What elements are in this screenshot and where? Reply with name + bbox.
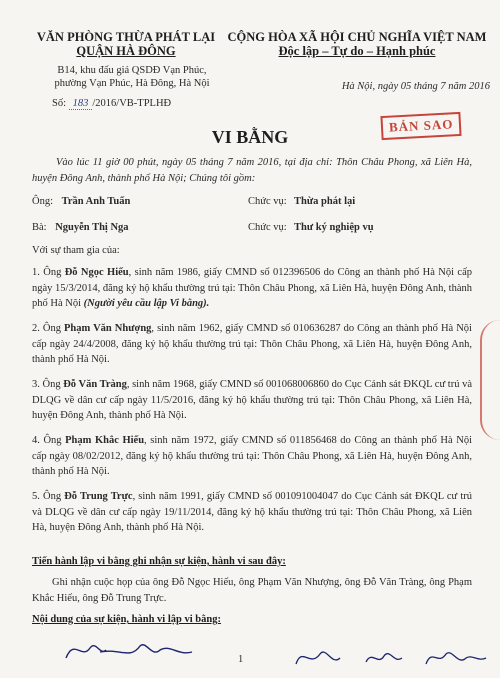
participant-details: , sinh năm 1986, giấy CMND số 012396506 do Công an thành phố Hà Nội cấp ngày 15/3/2014, đăng ký hộ khẩu thường trú tại: Thôn Châu Phong, xã Liên Hà, huyện Đông Anh, thành phố Hà Nội <box>32 267 472 309</box>
participant-prefix: 4. Ông <box>32 435 66 446</box>
participant-item <box>32 265 472 312</box>
office-address-2: phường Vạn Phúc, Hà Đông, Hà Nội <box>54 78 210 89</box>
participant-details: , sinh năm 1991, giấy CMND số 001091004047 do Cục Cảnh sát ĐKQL cư trú và DLQG về dân cư cấp ngày 19/11/2014, đăng ký hộ khẩu thường trú tại: Thôn Châu Phong, xã Liên Hà, huyện Đông Anh, thành phố Hà Nội. <box>32 491 472 533</box>
participant-name: Phạm Văn Nhượng <box>64 323 152 334</box>
page-number: 1 <box>238 654 244 665</box>
signature-left <box>60 630 200 670</box>
office-district: QUẬN HÀ ĐÔNG <box>76 44 176 58</box>
intro-paragraph: Vào lúc 11 giờ 00 phút, ngày 05 tháng 7 năm 2016, tại địa chỉ: Thôn Châu Phong, xã Liên Hà, huyện Đông Anh, thành phố Hà Nội; Chúng tôi gồm: <box>32 157 472 184</box>
participant-name: Đỗ Ngọc Hiếu <box>64 267 129 278</box>
office-name: VĂN PHÒNG THỪA PHÁT LẠI <box>36 30 216 44</box>
officer-name: Nguyễn Thị Nga <box>55 222 129 233</box>
officer-prefix: Bà: <box>32 222 47 233</box>
document-title: VI BẰNG <box>211 127 289 147</box>
seal-edge-mark <box>480 320 500 440</box>
signatures-right <box>290 640 490 674</box>
section-events-text: Ghi nhận cuộc họp của ông Đỗ Ngọc Hiếu, ông Phạm Văn Nhượng, ông Đỗ Văn Tràng, ông Phạm Khắc Hiếu, ông Đỗ Trung Trực. <box>32 577 472 604</box>
document-number <box>52 97 252 110</box>
participant-details: , sinh năm 1972, giấy CMND số 011856468 do Công an thành phố Hà Nội cấp ngày 08/02/2012, đăng ký hộ khẩu thường trú tại: Thôn Châu Phong, xã Liên Hà, huyện Đông Anh, thành phố Hà Nội. <box>32 435 472 477</box>
officer-role: Thừa phát lại <box>294 196 356 207</box>
nation-motto: Độc lập – Tự do – Hạnh phúc <box>278 44 436 58</box>
office-address-1: B14, khu đấu giá QSDĐ Vạn Phúc, <box>57 65 207 76</box>
participant-item <box>32 489 472 536</box>
participant-note: (Người yêu cầu lập Vi bằng). <box>83 298 210 309</box>
section-heading-events: Tiến hành lập vi bằng ghi nhận sự kiện, hành vi sau đây: <box>32 556 286 567</box>
document-date: Hà Nội, ngày 05 tháng 7 năm 2016 <box>341 81 490 92</box>
officer-role: Thư ký nghiệp vụ <box>294 222 374 233</box>
officer-name: Trần Anh Tuấn <box>61 196 131 207</box>
participant-item <box>32 433 472 480</box>
participant-details: , sinh năm 1968, giấy CMND số 001068006860 do Cục Cảnh sát ĐKQL cư trú và DLQG về dân cư cấp ngày 11/5/2016, đăng ký hộ khẩu thường trú tại: Thôn Châu Phong, xã Liên Hà, huyện Đông Anh, thành phố Hà Nội. <box>32 379 472 421</box>
officer-role-label: Chức vụ: <box>248 222 287 233</box>
participant-name: Đỗ Văn Tràng <box>63 379 127 390</box>
officer-prefix: Ông: <box>32 196 53 207</box>
document-number-suffix: /2016/VB-TPLHĐ <box>92 98 172 109</box>
copy-stamp: BẢN SAO <box>380 112 462 140</box>
officer-row <box>32 194 472 210</box>
participant-prefix: 3. Ông <box>32 379 64 390</box>
section-heading-content: Nội dung của sự kiện, hành vi lập vi bằng: <box>32 614 221 625</box>
participant-item <box>32 377 472 424</box>
participants-intro: Với sự tham gia của: <box>32 245 120 256</box>
participant-name: Đỗ Trung Trực <box>64 491 133 502</box>
participant-name: Phạm Khắc Hiếu <box>65 435 145 446</box>
participant-prefix: 1. Ông <box>32 267 65 278</box>
officer-row <box>32 220 472 236</box>
officer-role-label: Chức vụ: <box>248 196 287 207</box>
document-number-value: 183 <box>69 98 93 110</box>
participant-prefix: 5. Ông <box>32 491 65 502</box>
nation-name: CỘNG HÒA XÃ HỘI CHỦ NGHĨA VIỆT NAM <box>227 30 487 44</box>
participant-details: , sinh năm 1962, giấy CMND số 010636287 do Công an thành phố Hà Nội cấp ngày 24/4/2008, đăng ký hộ khẩu thường trú tại: Thôn Châu Phong, xã Liên Hà, huyện Đông Anh, thành phố Hà Nội. <box>32 323 472 365</box>
document-number-prefix: Số: <box>52 98 67 109</box>
participant-item <box>32 321 472 368</box>
participant-prefix: 2. Ông <box>32 323 65 334</box>
